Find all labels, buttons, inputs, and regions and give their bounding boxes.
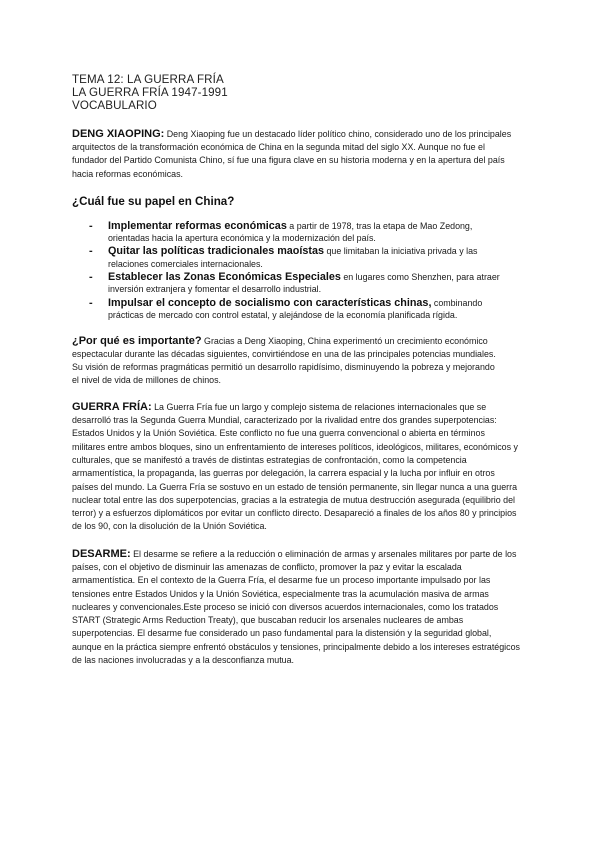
- importance-question: ¿Por qué es importante?: [72, 334, 202, 347]
- dash-bullet: -: [89, 219, 93, 232]
- guerra-fria-definition: [72, 401, 520, 534]
- list-item: - Implementar reformas económicas a partir de 1978, tras la etapa de Mao Zedong, orientadas hacia la apertura económica y la modernización del país.: [89, 219, 473, 243]
- section-label: VOCABULARIO: [72, 99, 157, 113]
- importance-text: Gracias a Deng Xiaoping, China experimentó un crecimiento económico espectacular durante las décadas siguientes, convirtiéndose en una de las principales potencias mundiales. Su visión de reformas pragmáticas permitió un desarrollo rapidísimo, disminuyendo la pobreza y mejorando el nivel de vida de millones de chinos.: [72, 335, 496, 386]
- guerra-fria-text: La Guerra Fría fue un largo y complejo sistema de relaciones internacionales que se desarrolló tras la Segunda Guerra Mundial, caracterizado por la rivalidad entre dos grandes superpotencias: Estados Unidos y la Unión Soviética. Este conflicto no fue una guerra convencional o abierta en términos militares entre ambos bloques, sino un enfrentamiento de intereses políticos, ideológicos, militares, económicos y culturales, que se manifestó a través de distintas estrategias de confrontación, como la competencia armamentística, la propaganda, las guerras por delegación, la carrera espacial y la lucha por influir en otros países del mundo. La Guerra Fría se sostuvo en un estado de tensión permanente, sin llegar nunca a una guerra nuclear total entre las dos superpotencias, gracias a la estrategia de mutua destrucción asegurada (equilibrio del terror) y a esfuerzos diplomáticos por evitar un conflicto directo. Desapareció a finales de los años 80 y principios de los 90, con la disolución de la Unión Soviética.: [72, 401, 518, 532]
- subtitle-period: LA GUERRA FRÍA 1947-1991: [72, 86, 228, 100]
- desarme-term: DESARME:: [72, 547, 131, 560]
- desarme-text: El desarme se refiere a la reducción o eliminación de armas y arsenales militares por parte de los países, con el objetivo de disminuir las amenazas de conflicto, promover la paz y evitar la escalada armamentística. En el contexto de la Guerra Fría, el desarme fue un proceso importante impulsado por las tensiones entre Estados Unidos y la Unión Soviética, especialmente tras la acumulación masiva de armas nucleares y convencionales.Este proceso se inició con diversos acuerdos internacionales, como los tratados START (Strategic Arms Reduction Treaty), que buscaban reducir los arsenales nucleares de ambas superpotencias. El desarme fue considerado un paso fundamental para la distensión y la seguridad global, aunque en la práctica siempre enfrentó obstáculos y tensiones, principalmente debido a los intereses estratégicos de las naciones involucradas y a la desconfianza mutua.: [72, 548, 520, 666]
- guerra-fria-term: GUERRA FRÍA:: [72, 400, 152, 413]
- deng-term: DENG XIAOPING:: [72, 127, 165, 140]
- list-item: - Quitar las políticas tradicionales maoístas que limitaban la iniciativa privada y las relaciones comerciales internacionales.: [89, 245, 478, 269]
- deng-text: Deng Xiaoping fue un destacado líder político chino, considerado uno de los principales arquitectos de la transformación económica de China en la segunda mitad del siglo XX. Aunque no fue el fundador del Partido Comunista Chino, sí fue una figura clave en su historia moderna y en la apertura del país hacia reformas económicas.: [72, 128, 512, 179]
- desarme-definition: [72, 548, 520, 668]
- topic-title: TEMA 12: LA GUERRA FRÍA: [72, 73, 224, 86]
- document-header: [72, 73, 530, 113]
- list-item: - Impulsar el concepto de socialismo con características chinas, combinando prácticas de mercado con control estatal, y alejándose de la economía planificada rígida.: [89, 296, 483, 320]
- importance-paragraph: [72, 335, 502, 388]
- dash-bullet: -: [89, 245, 93, 258]
- dash-bullet: -: [89, 296, 93, 309]
- role-heading: ¿Cuál fue su papel en China?: [72, 194, 235, 208]
- dash-bullet: -: [89, 271, 93, 284]
- role-list: [72, 220, 512, 321]
- list-item: - Establecer las Zonas Económicas Especiales en lugares como Shenzhen, para atraer inversión extranjera y fomentar el desarrollo industrial.: [89, 271, 500, 295]
- deng-definition: [72, 128, 512, 181]
- document-content: [72, 73, 530, 667]
